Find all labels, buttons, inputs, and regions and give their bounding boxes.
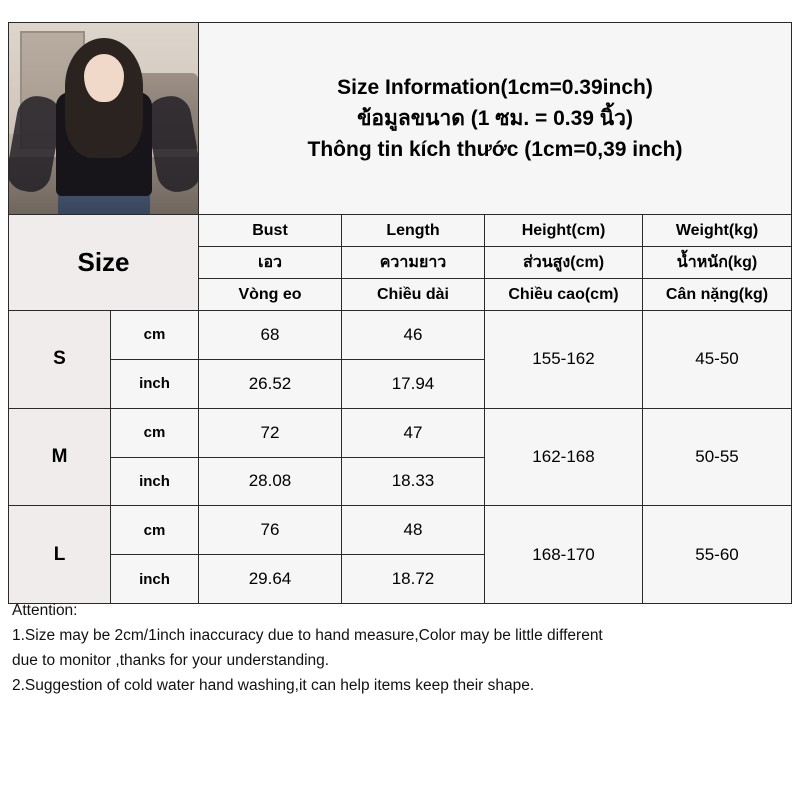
size-chart-table [8,22,792,604]
attention-line-2: due to monitor ,thanks for your understanding. [12,652,330,669]
attention-line-3: 2.Suggestion of cold water hand washing,it can help items keep their shape. [12,677,535,694]
unit-column-l [111,506,199,603]
weight-m: 50-55 [643,409,791,506]
row-label-l: L [9,506,111,603]
product-photo-image [9,23,198,214]
bust-column-l [199,506,342,603]
length-cm-s: 46 [342,311,484,360]
chart-title-block [199,23,791,214]
header-height-vi: Chiều cao(cm) [485,279,643,310]
unit-column-s [111,311,199,408]
table-row-size-s [9,311,791,409]
row-label-s: S [9,311,111,408]
table-row-size-m [9,409,791,507]
header-weight-th: น้ำหนัก(kg) [643,247,791,278]
weight-l: 55-60 [643,506,791,603]
header-bust-th: เอว [199,247,342,278]
header-height-th: ส่วนสูง(cm) [485,247,643,278]
attention-block [8,596,792,698]
measure-column-headers [199,215,791,310]
header-bust-en: Bust [199,215,342,246]
bust-cm-l: 76 [199,506,341,555]
attention-heading: Attention: [12,602,78,619]
unit-inch-m: inch [139,472,170,490]
header-bust-vi: Vòng eo [199,279,342,310]
product-photo-cell [9,23,199,214]
length-inch-l: 18.72 [391,569,435,589]
chart-title-english: Size Information(1cm=0.39inch) [337,76,653,99]
length-inch-s: 17.94 [391,373,435,393]
unit-cm-m: cm [111,409,198,458]
header-length-en: Length [342,215,485,246]
bust-cm-s: 68 [199,311,341,360]
unit-inch-l: inch [139,570,170,588]
attention-line-1: 1.Size may be 2cm/1inch inaccuracy due to hand measure,Color may be little different [12,627,603,644]
bust-column-s [199,311,342,408]
unit-column-m [111,409,199,506]
bust-inch-l: 29.64 [248,569,292,589]
column-header-english-row [199,215,791,247]
height-s: 155-162 [485,311,643,408]
unit-cm-l: cm [111,506,198,555]
bust-column-m [199,409,342,506]
header-length-vi: Chiều dài [342,279,485,310]
length-column-l [342,506,485,603]
height-m: 162-168 [485,409,643,506]
table-row-size-l [9,506,791,603]
length-cm-m: 47 [342,409,484,458]
unit-cm-s: cm [111,311,198,360]
row-label-m: M [9,409,111,506]
chart-header-row [9,23,791,215]
header-weight-en: Weight(kg) [643,215,791,246]
header-height-en: Height(cm) [485,215,643,246]
height-l: 168-170 [485,506,643,603]
header-length-th: ความยาว [342,247,485,278]
chart-title-vietnamese: Thông tin kích thước (1cm=0,39 inch) [307,138,683,161]
header-weight-vi: Cân nặng(kg) [643,279,791,310]
column-header-vietnamese-row [199,279,791,310]
chart-body [9,311,791,603]
bust-inch-s: 26.52 [248,373,292,393]
length-cm-l: 48 [342,506,484,555]
column-header-row [9,215,791,311]
column-header-thai-row [199,247,791,279]
length-column-m [342,409,485,506]
size-column-header: Size [9,215,199,310]
weight-s: 45-50 [643,311,791,408]
chart-title-thai: ข้อมูลขนาด (1 ซม. = 0.39 นิ้ว) [357,107,633,130]
unit-inch-s: inch [139,375,170,393]
bust-cm-m: 72 [199,409,341,458]
length-column-s [342,311,485,408]
bust-inch-m: 28.08 [248,471,292,491]
photo-model-face [84,54,124,102]
length-inch-m: 18.33 [391,471,435,491]
